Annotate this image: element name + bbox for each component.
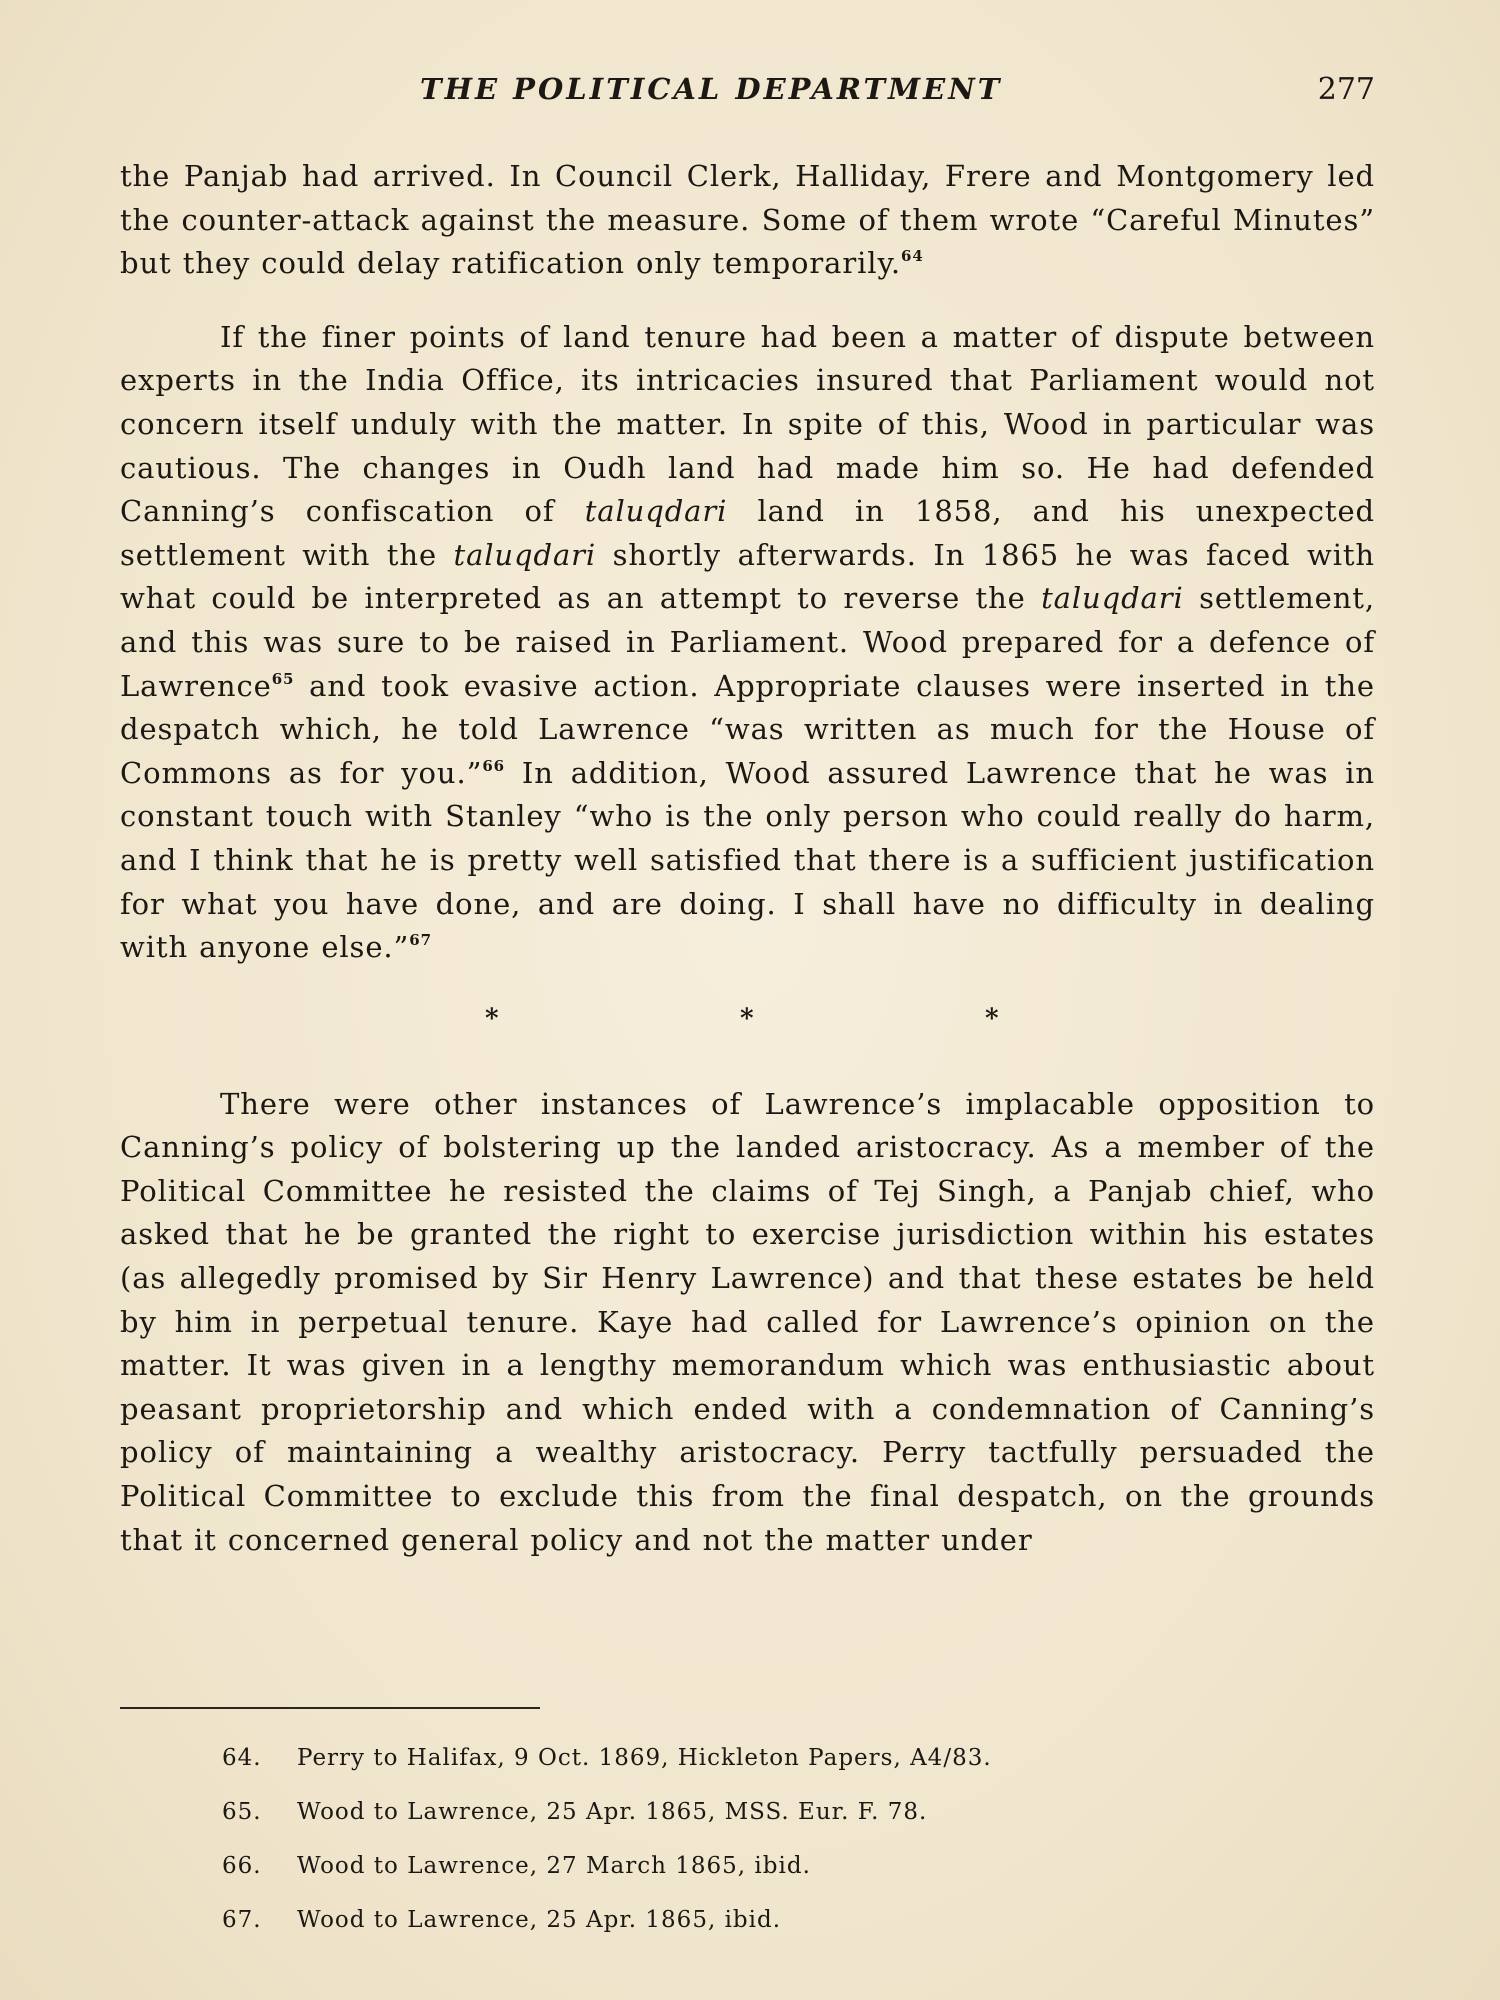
body-text (120, 155, 1375, 1562)
paragraph-3 (120, 1083, 1375, 1563)
page-header (120, 72, 1375, 116)
footnote-text: Wood to Lawrence, 25 Apr. 1865, MSS. Eur. F. 78. (297, 1799, 928, 1825)
footnote-ref-66: 66 (482, 756, 506, 775)
paragraph-2-text-e: and took evasive action. Appropriate clauses were inserted in the despatch which, he told Lawrence “was written as much for the House of Commons as for you.” (120, 668, 1375, 790)
footnote-number: 64. (222, 1745, 262, 1771)
page-number: 277 (1317, 72, 1375, 107)
paragraph-2 (120, 316, 1375, 970)
section-break (120, 982, 1375, 1048)
asterism: * (740, 1003, 755, 1034)
paragraph-2-text-d: settlement, and this was sure to be raised in Parliament. Wood prepared for a defence of Lawrence (120, 581, 1375, 703)
paragraph-1 (120, 155, 1375, 286)
footnotes (222, 1745, 992, 1961)
paragraph-3-text: There were other instances of Lawrence’s implacable opposition to Canning’s policy of bolstering up the landed aristocracy. As a member of the Political Committee he resisted the claims of Tej Singh, a Panjab chief, who asked that he be granted the right to exercise jurisdiction within his estates (as allegedly promised by Sir Henry Lawrence) and that these estates be held by him in perpetual tenure. Kaye had called for Lawrence’s opinion on the matter. It was given in a lengthy memorandum which was enthusiastic about peasant proprietorship and which ended with a condemnation of Canning’s policy of maintaining a wealthy aristocracy. Perry tactfully persuaded the Political Committee to exclude this from the final despatch, on the grounds that it concerned general policy and not the matter under (120, 1086, 1375, 1557)
running-head: THE POLITICAL DEPARTMENT (420, 72, 1003, 106)
asterism: * (485, 1003, 500, 1034)
footnote-number: 67. (222, 1907, 262, 1933)
footnote-ref-65: 65 (271, 669, 295, 688)
italic-term: taluqdari (453, 537, 597, 572)
paragraph-2-text-b: land in 1858, and his unexpected settlement with the (120, 494, 1375, 572)
footnote-64 (222, 1745, 992, 1799)
footnote-65 (222, 1799, 992, 1853)
footnote-ref-64: 64 (901, 247, 924, 266)
italic-term: taluqdari (1041, 581, 1184, 616)
footnote-ref-67: 67 (409, 931, 432, 950)
italic-term: taluqdari (584, 494, 728, 529)
footnote-67 (222, 1907, 992, 1961)
footnote-text: Wood to Lawrence, 25 Apr. 1865, ibid. (297, 1907, 782, 1933)
footnote-text: Wood to Lawrence, 27 March 1865, ibid. (297, 1853, 811, 1879)
footnote-number: 65. (222, 1799, 262, 1825)
paragraph-2-text-c: shortly afterwards. In 1865 he was faced with what could be interpreted as an attempt to reverse the (120, 537, 1376, 616)
paragraph-2-text-a: If the finer points of land tenure had been a matter of dispute between experts in the India Office, its intricacies insured that Parliament would not concern itself unduly with the matter. In spite of this, Wood in particular was cautious. The changes in Oudh land had made him so. He had defended Canning’s confiscation of (120, 319, 1375, 529)
footnote-text: Perry to Halifax, 9 Oct. 1869, Hickleton Papers, A4/83. (297, 1745, 992, 1771)
paragraph-2-text-f: In addition, Wood assured Lawrence that he was in constant touch with Stanley “who is the only person who could really do harm, and I think that he is pretty well satisfied that there is a sufficient justification for what you have done, and are doing. I shall have no difficulty in dealing with anyone else.” (120, 755, 1375, 965)
paragraph-1-text: the Panjab had arrived. In Council Clerk, Halliday, Frere and Montgomery led the counter-attack against the measure. Some of them wrote “Careful Minutes” but they could delay ratification only temporarily. (120, 159, 1375, 281)
footnote-divider (120, 1707, 540, 1709)
footnote-66 (222, 1853, 992, 1907)
asterism: * (985, 1003, 1000, 1034)
footnote-number: 66. (222, 1853, 262, 1879)
